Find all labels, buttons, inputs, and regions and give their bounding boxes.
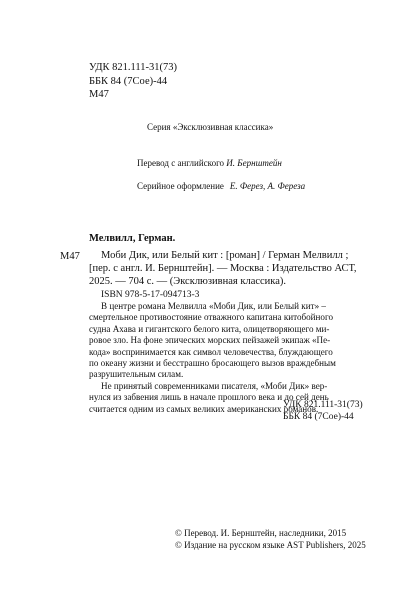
- bbk-code: ББК 84 (7Сое)-44: [283, 412, 354, 422]
- annotation-line: В центре романа Мелвилла «Моби Дик, или Белый кит» –: [101, 301, 326, 311]
- bibliographic-line: 2025. — 704 с. — (Эксклюзивная классика).: [89, 276, 287, 287]
- annotation-line: ровое зло. На фоне эпических морских пейзажей экипаж «Пе-: [89, 335, 331, 346]
- annotation-line: смертельное противостояние отважного капитана китобойного: [89, 312, 334, 323]
- annotation-line: Не принятый современниками писателя, «Моби Дик» вер-: [101, 380, 328, 391]
- bibliographic-description: [89, 249, 387, 288]
- annotation-line: считается одним из самых великих американских романов.: [89, 403, 319, 414]
- design-prefix: Серийное оформление: [137, 181, 224, 191]
- copyright-line: © Перевод. И. Бернштейн, наследники, 2015: [175, 528, 347, 538]
- series-title: Серия «Эксклюзивная классика»: [147, 122, 274, 132]
- author-mark: М47: [89, 89, 109, 100]
- copyright-notice: [175, 528, 366, 551]
- annotation: [89, 301, 385, 415]
- translator-name: И. Бернштейн: [226, 158, 282, 168]
- author-heading: Мелвилл, Герман.: [89, 233, 176, 244]
- annotation-line: разрушительным силам.: [89, 369, 184, 380]
- annotation-line: кода» воспринимается как символ человечества, блуждающего: [89, 346, 333, 357]
- design-credit: [137, 181, 305, 191]
- udk-code: УДК 821.111-31(73): [89, 62, 177, 73]
- designer-names: Е. Ферез, А. Фереза: [229, 181, 306, 191]
- bibliographic-line: Моби Дик, или Белый кит : [роман] / Герман Мелвилл ;: [101, 250, 349, 261]
- bibliographic-line: [пер. с англ. И. Бернштейн]. — Москва : Издательство АСТ,: [89, 263, 357, 274]
- bbk-code: ББК 84 (7Сое)-44: [89, 75, 168, 87]
- annotation-line: нулся из забвения лишь в начале прошлого века и до сей день: [89, 392, 329, 403]
- catalog-codes-top: [89, 61, 177, 102]
- annotation-line: по океану жизни и бесстрашно бросающего вызов враждебным: [89, 358, 336, 369]
- catalog-mark: М47: [60, 251, 80, 262]
- translation-prefix: Перевод с английского: [137, 158, 227, 168]
- catalog-codes-bottom: [283, 399, 363, 423]
- translation-credit: [137, 158, 282, 168]
- isbn: ISBN 978-5-17-094713-3: [101, 290, 200, 300]
- copyright-line: © Издание на русском языке AST Publishers, 2025: [175, 539, 366, 550]
- udk-code: УДК 821.111-31(73): [283, 400, 363, 410]
- annotation-line: судна Ахава и гигантского белого кита, олицетворяющего ми-: [89, 323, 330, 334]
